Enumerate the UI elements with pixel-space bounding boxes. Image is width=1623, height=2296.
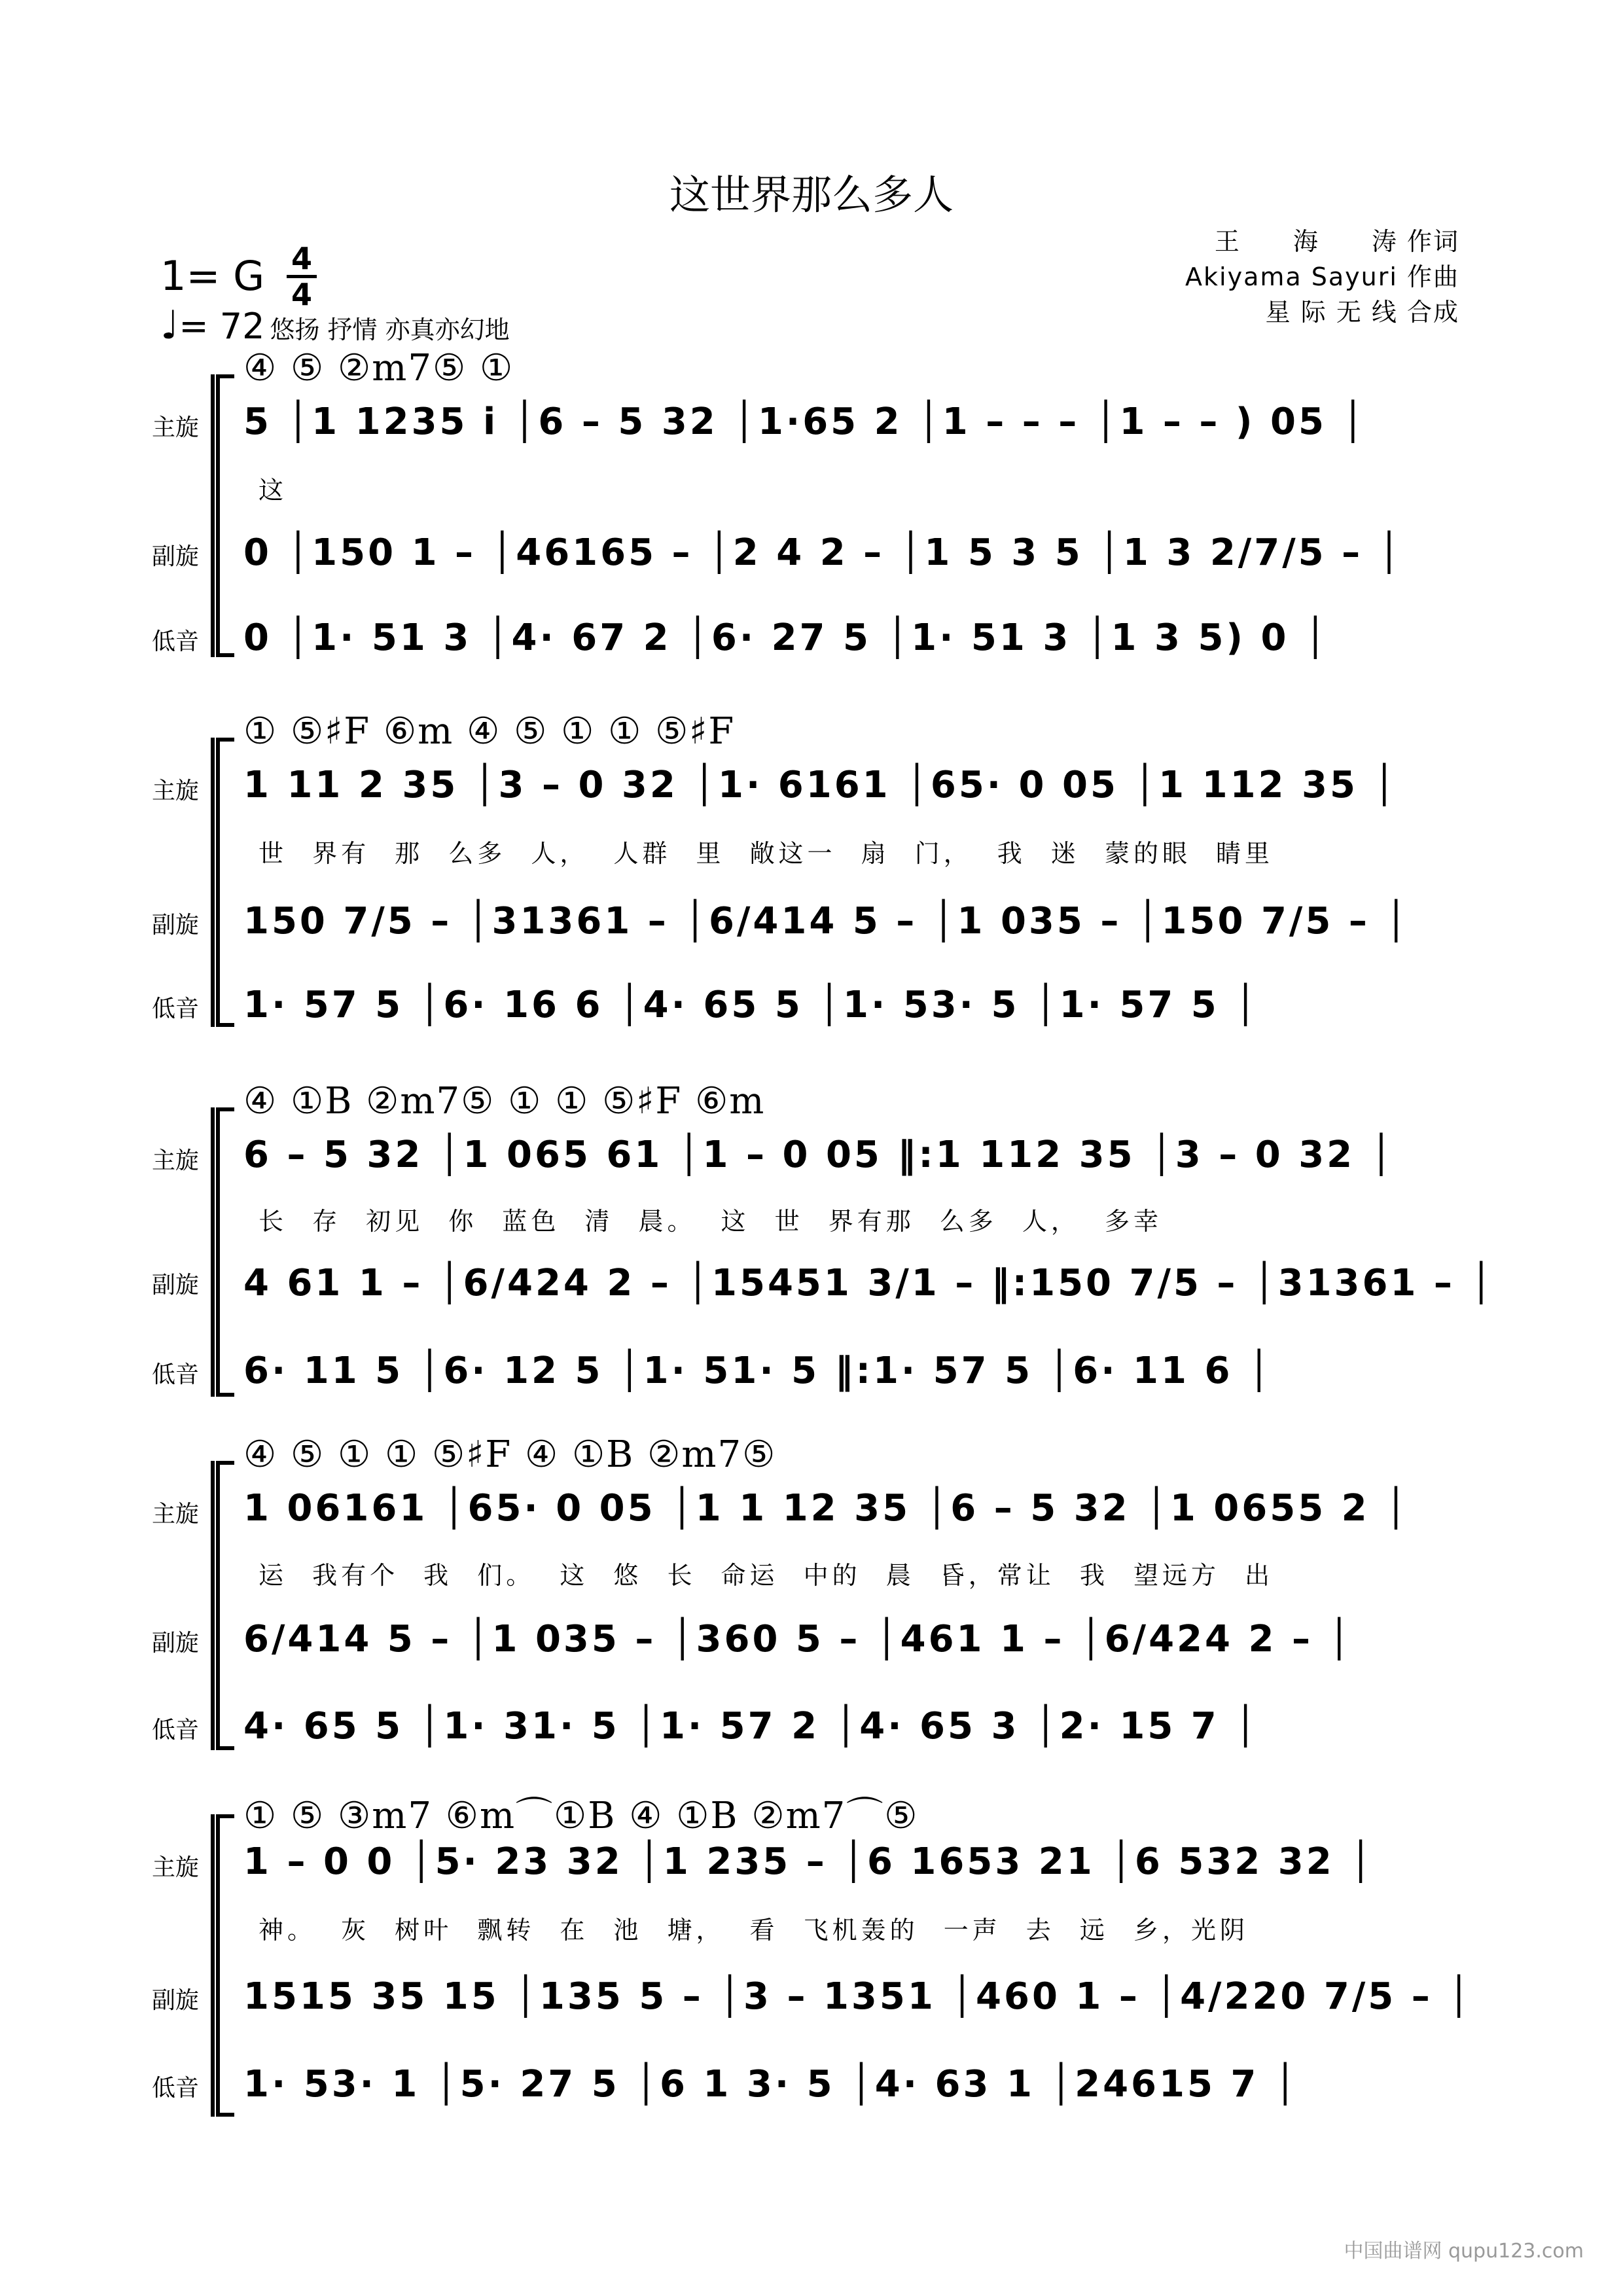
time-signature-top: 4 (291, 241, 312, 276)
harmony-staff: 1515 35 15 │135 5 – │3 – 1351 │460 1 – │4/220 7/5 – │ (243, 1975, 1472, 2018)
chord-symbols: ④ ⑤ ②m7⑤ ① (243, 347, 514, 389)
site-watermark: 中国曲谱网 qupu123.com (1344, 2240, 1584, 2263)
chord-symbols: ① ⑤ ③m7 ⑥m⌒①B ④ ①B ②m7⌒⑤ (243, 1795, 919, 1837)
score-system-5 (0, 1787, 1623, 2127)
melody-staff: 6 – 5 32 │1 065 61 │1 – 0 05 ‖:1 112 35 │3 – 0 32 │ (243, 1134, 1395, 1176)
part-label-melody: 主旋 (152, 778, 200, 804)
chord-symbols: ① ⑤♯F ⑥m ④ ⑤ ① ① ⑤♯F (243, 710, 736, 753)
melody-staff: 1 06161 │65· 0 05 │1 1 12 35 │6 – 5 32 │1 0655 2 │ (243, 1487, 1410, 1530)
bass-staff: 1· 53· 1 │5· 27 5 │6 1 3· 5 │4· 63 1 │24615 7 │ (243, 2063, 1299, 2106)
part-label-melody: 主旋 (152, 1501, 200, 1528)
bass-staff: 6· 11 5 │6· 12 5 │1· 51· 5 ‖:1· 57 5 │6· 11 6 │ (243, 1350, 1273, 1392)
lyrics-line: 这 (259, 476, 288, 505)
time-signature (287, 243, 317, 310)
score-system-3 (0, 1080, 1623, 1420)
bass-staff: 1· 57 5 │6· 16 6 │4· 65 5 │1· 53· 5 │1· 57 5 │ (243, 984, 1259, 1026)
quarter-note-icon: ♩ (160, 302, 179, 348)
tempo-value: = 72 (179, 306, 265, 347)
lyrics-line: 长 存 初见 你 蓝色 清 晨。 这 世 界有那 么多 人， 多幸 (259, 1207, 1162, 1236)
score-system-1 (0, 347, 1623, 687)
harmony-staff: 6/414 5 – │1 035 – │360 5 – │461 1 – │6/424 2 – │ (243, 1618, 1353, 1660)
melody-staff: 1 – 0 0 │5· 23 32 │1 235 – │6 1653 21 │6 532 32 │ (243, 1840, 1374, 1883)
part-label-bass: 低音 (152, 2075, 200, 2102)
key-signature: 1= G (160, 252, 265, 300)
tempo-marking (160, 302, 510, 348)
bass-staff: 4· 65 5 │1· 31· 5 │1· 57 2 │4· 65 3 │2· 15 7 │ (243, 1705, 1259, 1748)
part-label-melody: 主旋 (152, 1854, 200, 1881)
lyrics-line: 神。 灰 树叶 飘转 在 池 塘， 看 飞机轰的 一声 去 远 乡，光阴 (259, 1916, 1249, 1945)
tempo-description: 悠扬 抒情 亦真亦幻地 (270, 315, 510, 344)
part-label-harmony: 副旋 (152, 912, 200, 939)
melody-staff: 5 │1 1235 i │6 – 5 32 │1·65 2 │1 – – – │1 – – ) 05 │ (243, 401, 1367, 443)
part-label-harmony: 副旋 (152, 543, 200, 570)
part-label-bass: 低音 (152, 996, 200, 1022)
harmony-staff: 0 │150 1 – │46165 – │2 4 2 – │1 5 3 5 │1 3 2/7/5 – │ (243, 531, 1403, 574)
score-system-2 (0, 710, 1623, 1050)
chord-symbols: ④ ①B ②m7⑤ ① ① ⑤♯F ⑥m (243, 1080, 766, 1122)
chord-symbols: ④ ⑤ ① ① ⑤♯F ④ ①B ②m7⑤ (243, 1433, 777, 1476)
part-label-harmony: 副旋 (152, 1987, 200, 2014)
lyrics-line: 世 界有 那 么多 人， 人群 里 敞这一 扇 门， 我 迷 蒙的眼 睛里 (259, 839, 1274, 868)
harmony-staff: 4 61 1 – │6/424 2 – │15451 3/1 – ‖:150 7/5 – │31361 – │ (243, 1262, 1495, 1304)
bass-staff: 0 │1· 51 3 │4· 67 2 │6· 27 5 │1· 51 3 │1 3 5) 0 │ (243, 617, 1329, 659)
lyricist-credit: 王 海 涛 作词 (1214, 227, 1459, 256)
part-label-harmony: 副旋 (152, 1272, 200, 1299)
melody-staff: 1 11 2 35 │3 – 0 32 │1· 6161 │65· 0 05 │1 112 35 │ (243, 764, 1399, 806)
part-label-harmony: 副旋 (152, 1630, 200, 1657)
part-label-bass: 低音 (152, 1361, 200, 1388)
time-signature-bottom: 4 (291, 277, 312, 312)
part-label-melody: 主旋 (152, 1147, 200, 1174)
composer-credit: Akiyama Sayuri 作曲 (1185, 262, 1459, 291)
part-label-melody: 主旋 (152, 414, 200, 441)
arranger-credit: 星 际 无 线 合成 (1265, 298, 1459, 327)
lyrics-line: 运 我有个 我 们。 这 悠 长 命运 中的 晨 昏，常让 我 望远方 出 (259, 1561, 1274, 1590)
part-label-bass: 低音 (152, 628, 200, 655)
score-system-4 (0, 1433, 1623, 1774)
page-title: 这世界那么多人 (669, 171, 954, 219)
harmony-staff: 150 7/5 – │31361 – │6/414 5 – │1 035 – │150 7/5 – │ (243, 900, 1410, 942)
part-label-bass: 低音 (152, 1717, 200, 1744)
